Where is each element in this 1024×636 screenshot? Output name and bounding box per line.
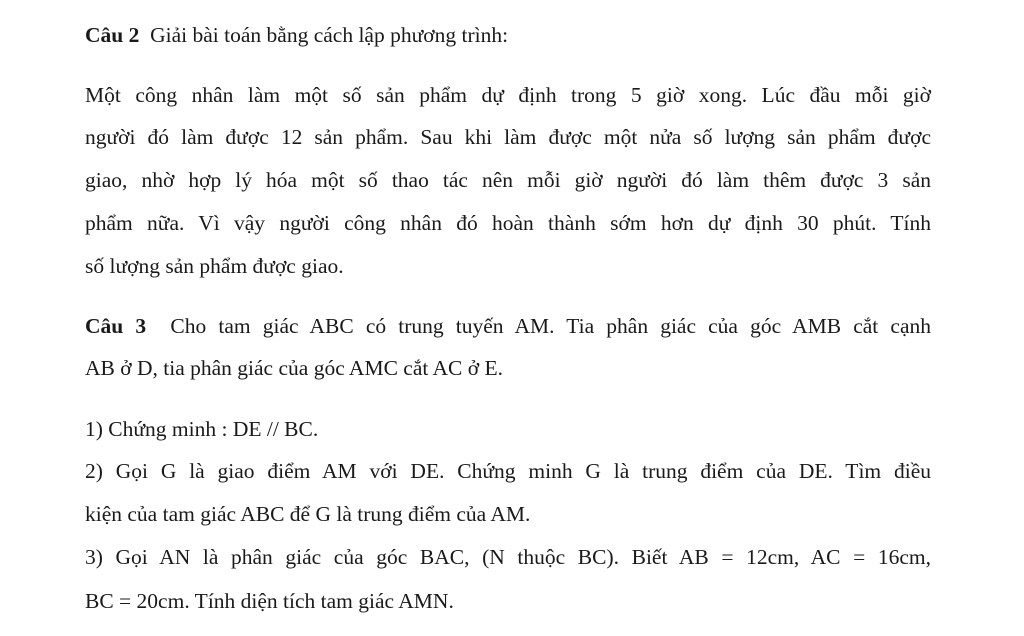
paragraph-line: giao, nhờ hợp lý hóa một số thao tác nên mỗi giờ người đó làm thêm được 3 sản: [85, 168, 931, 192]
question-3-title-cont: AB ở D, tia phân giác của góc AMC cắt AC ở E.: [85, 356, 504, 380]
paragraph-line: phẩm nữa. Vì vậy người công nhân đó hoàn thành sớm hơn dự định 30 phút. Tính: [85, 211, 931, 235]
question-3-heading: [85, 313, 931, 339]
question-3-title: Cho tam giác ABC có trung tuyến AM. Tia phân giác của góc AMB cắt cạnh: [170, 314, 931, 338]
paragraph-line: người đó làm được 12 sản phẩm. Sau khi làm được một nửa số lượng sản phẩm được: [85, 125, 931, 149]
part-line: 3) Gọi AN là phân giác của góc BAC, (N thuộc BC). Biết AB = 12cm, AC = 16cm,: [85, 545, 931, 569]
part-line: 2) Gọi G là giao điểm AM với DE. Chứng minh G là trung điểm của DE. Tìm điều: [85, 459, 931, 483]
part-line: 1) Chứng minh : DE // BC.: [85, 417, 319, 441]
question-2-heading: [85, 22, 931, 48]
paragraph-line: số lượng sản phẩm được giao.: [85, 254, 344, 278]
part-line: BC = 20cm. Tính diện tích tam giác AMN.: [85, 589, 454, 613]
part-line: kiện của tam giác ABC để G là trung điểm của AM.: [85, 502, 531, 526]
question-3-label: Câu 3: [85, 314, 147, 338]
paragraph-line: Một công nhân làm một số sản phẩm dự định trong 5 giờ xong. Lúc đầu mỗi giờ: [85, 83, 931, 107]
question-2-title: Giải bài toán bằng cách lập phương trình:: [150, 23, 509, 47]
question-2-label: Câu 2: [85, 23, 140, 47]
